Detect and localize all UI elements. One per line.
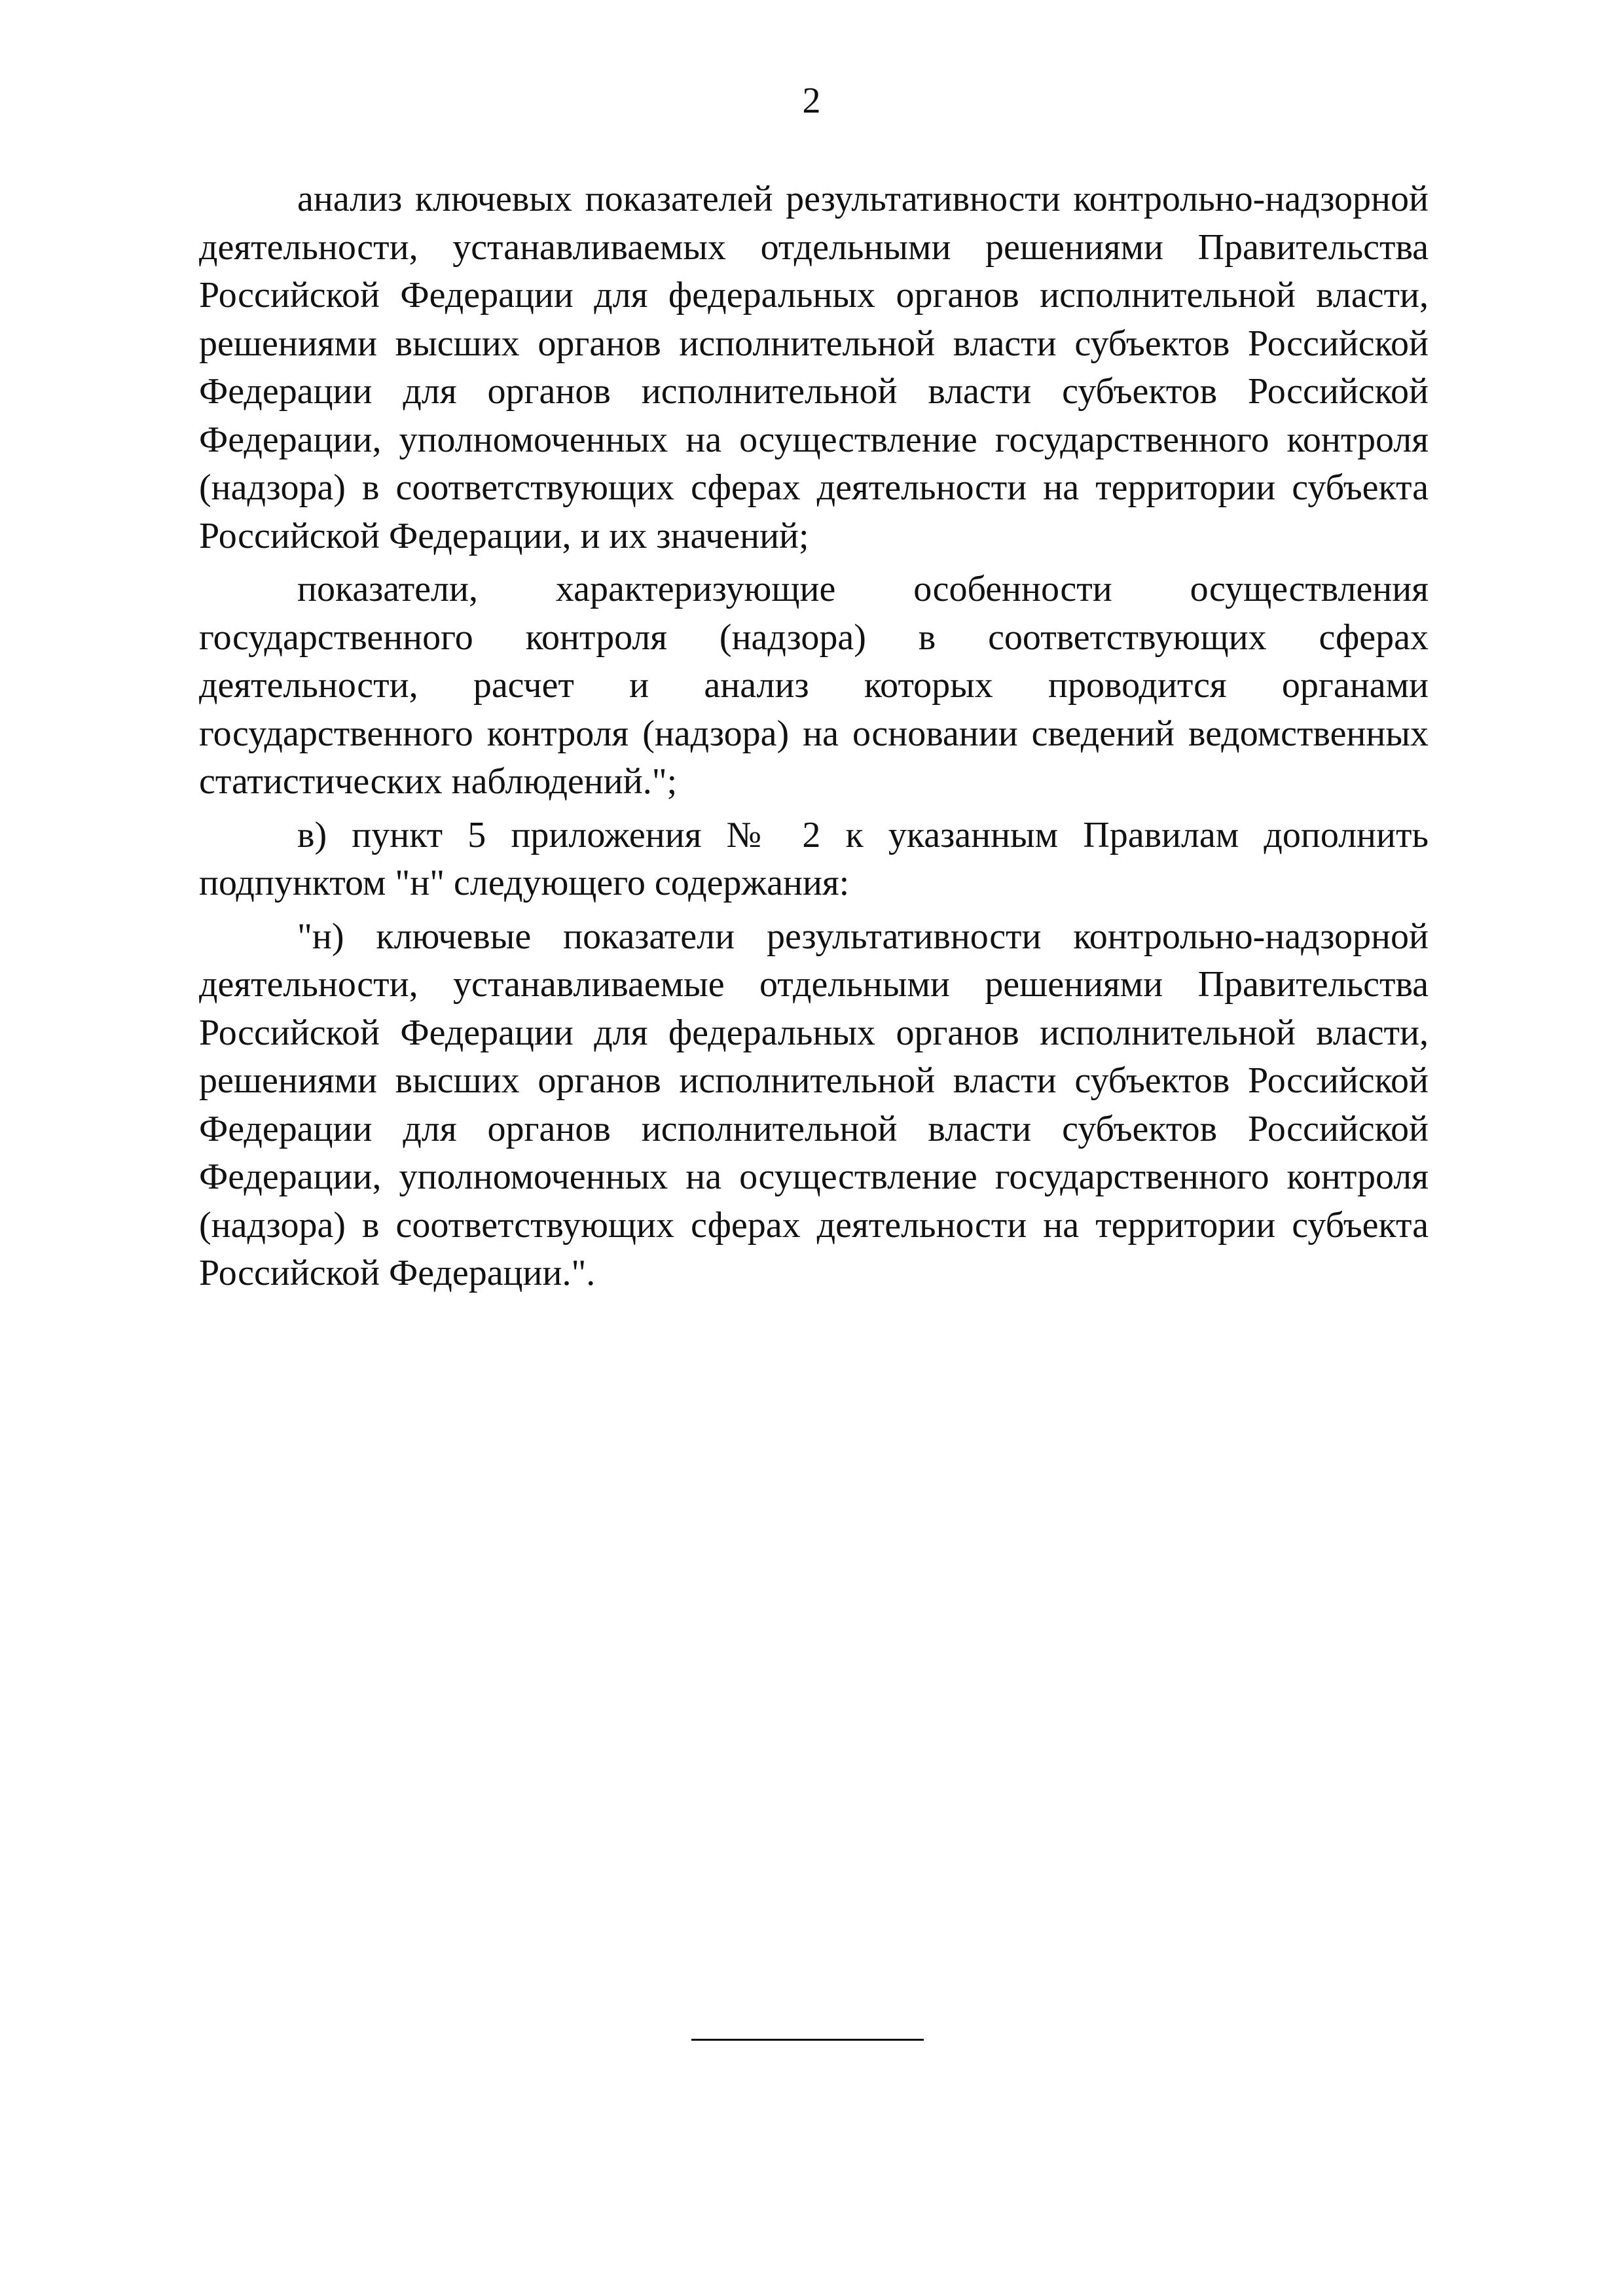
paragraph-kpi-analysis: анализ ключевых показателей результативности контрольно-надзорной деятельности, устанавливаемых отдельными решениями Правительства Российской Федерации для федеральных органов исполнительной власти, решениями высших органов исполнительной власти субъектов Российской Федерации для органов исполнительной власти субъектов Российской Федерации, уполномоченных на осуществление государственного контроля (надзора) в соответствующих сферах деятельности на территории субъекта Российской Федерации, и их значений; [199,179,1429,556]
paragraph-subitem-n: "н) ключевые показатели результативности контрольно-надзорной деятельности, устанавливаемые отдельными решениями Правительства Российской Федерации для федеральных органов исполнительной власти, решениями высших органов исполнительной власти субъектов Российской Федерации для органов исполнительной власти субъектов Российской Федерации, уполномоченных на осуществление государственного контроля (надзора) в соответствующих сферах деятельности на территории субъекта Российской Федерации.". [199,916,1429,1293]
paragraph-amendment-v: в) пункт 5 приложения № 2 к указанным Правилам дополнить подпунктом "н" следующего содержания: [199,814,1429,903]
end-of-document-line [691,2039,924,2041]
paragraph-indicators: показатели, характеризующие особенности осуществления государственного контроля (надзора) в соответствующих сферах деятельности, расчет и анализ которых проводится органами государственного контроля (надзора) на основании сведений ведомственных статистических наблюдений."; [199,569,1429,802]
page-number: 2 [802,81,821,121]
document-body [199,175,1429,1303]
